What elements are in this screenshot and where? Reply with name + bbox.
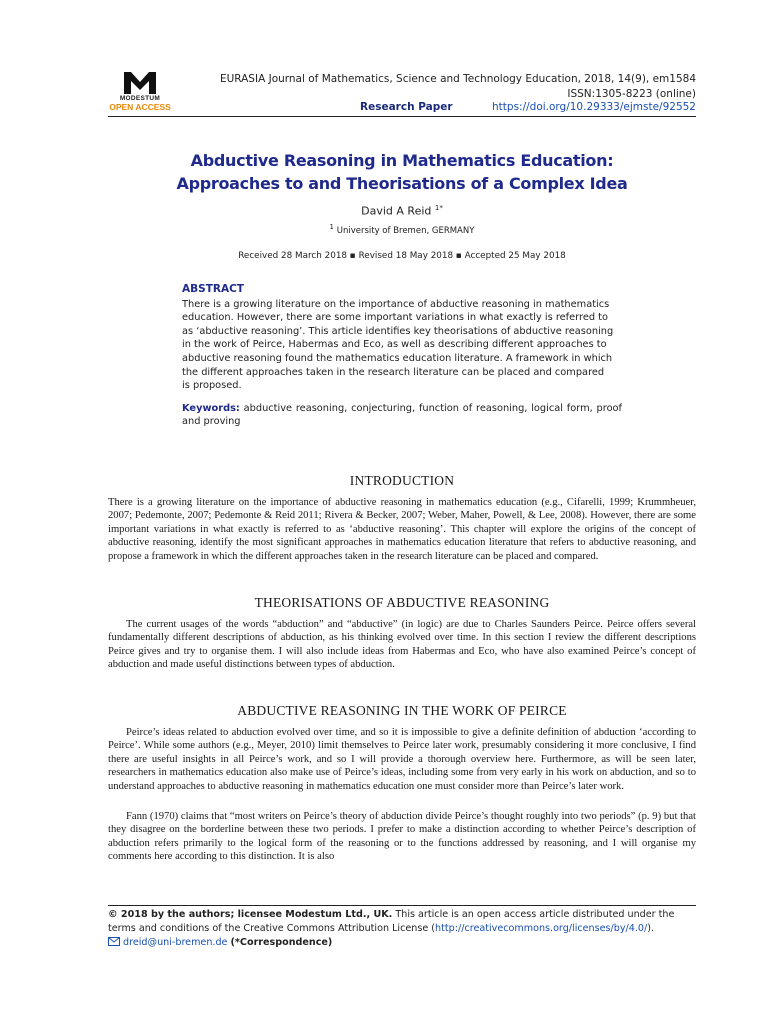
footer-divider [108, 905, 696, 906]
title-line-1: Abductive Reasoning in Mathematics Education: [190, 151, 614, 170]
section-heading-peirce: ABDUCTIVE REASONING IN THE WORK OF PEIRCE [237, 703, 567, 718]
peirce-paragraph-2: Fann (1970) claims that “most writers on Peirce’s theory of abduction divide Peirce’s thought roughly into two periods” (p. 9) but that they disagree on the borderline between these two periods. I prefer to make a distinction according to whether Peirce’s description of abduction refers primarily to the logical form of the reasoning or to the functions addressed by reasoning, and I will organise my comments here according to this distinction. It is also [108, 811, 696, 863]
keywords-text: abductive reasoning, conjecturing, function of reasoning, logical form, proof and proving [182, 402, 623, 428]
doi-link[interactable]: https://doi.org/10.29333/ejmste/92552 [492, 101, 696, 113]
correspondence-note: (*Correspondence) [230, 936, 333, 948]
copyright-text: This article is an open access article distributed under the terms and conditions of the Creative Commons Attribution License ( [108, 909, 675, 934]
abstract-heading: ABSTRACT [182, 283, 244, 295]
copyright-end: ). [647, 922, 655, 934]
affiliation-mark: 1 [329, 223, 335, 231]
copyright-notice [108, 908, 696, 936]
abstract-line: There is a growing literature on the importance of abductive reasoning in mathematics [182, 298, 610, 310]
footer-license [108, 908, 696, 949]
paper-type-label: Research Paper [360, 101, 453, 113]
abstract-line: in the work of Peirce, Habermas and Eco, as well as describing different approaches to [182, 339, 607, 351]
header-divider [108, 116, 696, 117]
keywords [182, 402, 622, 429]
open-access-label: OPEN ACCESS [109, 102, 171, 112]
section-heading-theorisations: THEORISATIONS OF ABDUCTIVE REASONING [254, 595, 550, 610]
copyright-bold: © 2018 by the authors; licensee Modestum Ltd., UK. [108, 909, 393, 920]
license-link[interactable]: http://creativecommons.org/licenses/by/4.0/ [435, 922, 648, 934]
contact-line [108, 936, 696, 950]
keywords-label: Keywords: [182, 402, 240, 414]
title-line-2: Approaches to and Theorisations of a Complex Idea [176, 174, 628, 193]
section-heading-introduction: INTRODUCTION [349, 473, 455, 488]
author-name: David A Reid [361, 204, 432, 218]
journal-info [220, 72, 696, 101]
affiliation-text: University of Bremen, GERMANY [336, 225, 475, 236]
theorisations-paragraph: The current usages of the words “abduction” and “abductive” (in logic) are due to Charles Saunders Peirce. Peirce offers several fundamentally different descriptions of abduction, as his thinking evolved over time. In this section I review the different descriptions Peirce gives and try to organise them. I will also include ideas from Habermas and Eco, who have also examined Peirce’s concept of abduction and made useful distinctions between types of abduction. [108, 619, 696, 671]
abstract-line: as ‘abductive reasoning’. This article identifies key theorisations of abductive reasoning [182, 325, 614, 337]
abstract-line: the different approaches taken in the research literature can be placed and compared [182, 366, 605, 378]
abstract-body [182, 298, 622, 393]
abstract-line: is proposed. [182, 380, 242, 392]
journal-line: EURASIA Journal of Mathematics, Science and Technology Education, 2018, 14(9), em1584 [219, 73, 696, 85]
submission-dates: Received 28 March 2018 ▪ Revised 18 May 2018 ▪ Accepted 25 May 2018 [238, 251, 566, 261]
intro-paragraph: There is a growing literature on the importance of abductive reasoning in mathematics education (e.g., Cifarelli, 1999; Krummheuer, 2007; Pedemonte, 2007; Pedemonte & Reid 2011; Rivera & Becker, 2007; Weber, Maher, Powell, & Lee, 2008). However, there are some important variations in what exactly is referred to as ‘abductive reasoning’. This chapter will explore the origins of the concept of abductive reasoning, identify the most significant approaches in mathematics education literature that refers to abductive reasoning, and propose a framework in which the different approaches taken in the research literature can be placed and compared. [108, 497, 696, 562]
author-marks: 1* [434, 204, 443, 212]
paper-title [108, 149, 696, 195]
email-link[interactable]: dreid@uni-bremen.de [123, 936, 228, 948]
abstract-box [182, 283, 622, 429]
publisher-logo [108, 70, 172, 112]
envelope-icon [108, 937, 120, 946]
logo-name: MODESTUM [119, 95, 161, 102]
abstract-line: abductive reasoning found the mathematics education literature. A framework in which [182, 352, 613, 364]
issn-line: ISSN:1305-8223 (online) [567, 87, 696, 100]
peirce-paragraph-1: Peirce’s ideas related to abduction evolved over time, and so it is impossible to give a definite definition of abduction ‘according to Peirce’. While some authors (e.g., Meyer, 2010) limit themselves to Peirce later work, presumably considering it more conclusive, I find there are useful insights in all Peirce’s work, and so I will provide a thorough overview here. Furthermore, as will be seen later, researchers in mathematics education also make use of Peirce’s ideas, including some from very early in his work on abduction, and so to understand approaches to abductive reasoning in mathematics education one must consider more than Peirce’s later work. [108, 727, 696, 792]
affiliation [108, 223, 696, 236]
author-line [108, 204, 696, 218]
modestum-m-icon [122, 70, 158, 94]
abstract-line: education. However, there are some important variations in what exactly is referred to [182, 312, 609, 324]
